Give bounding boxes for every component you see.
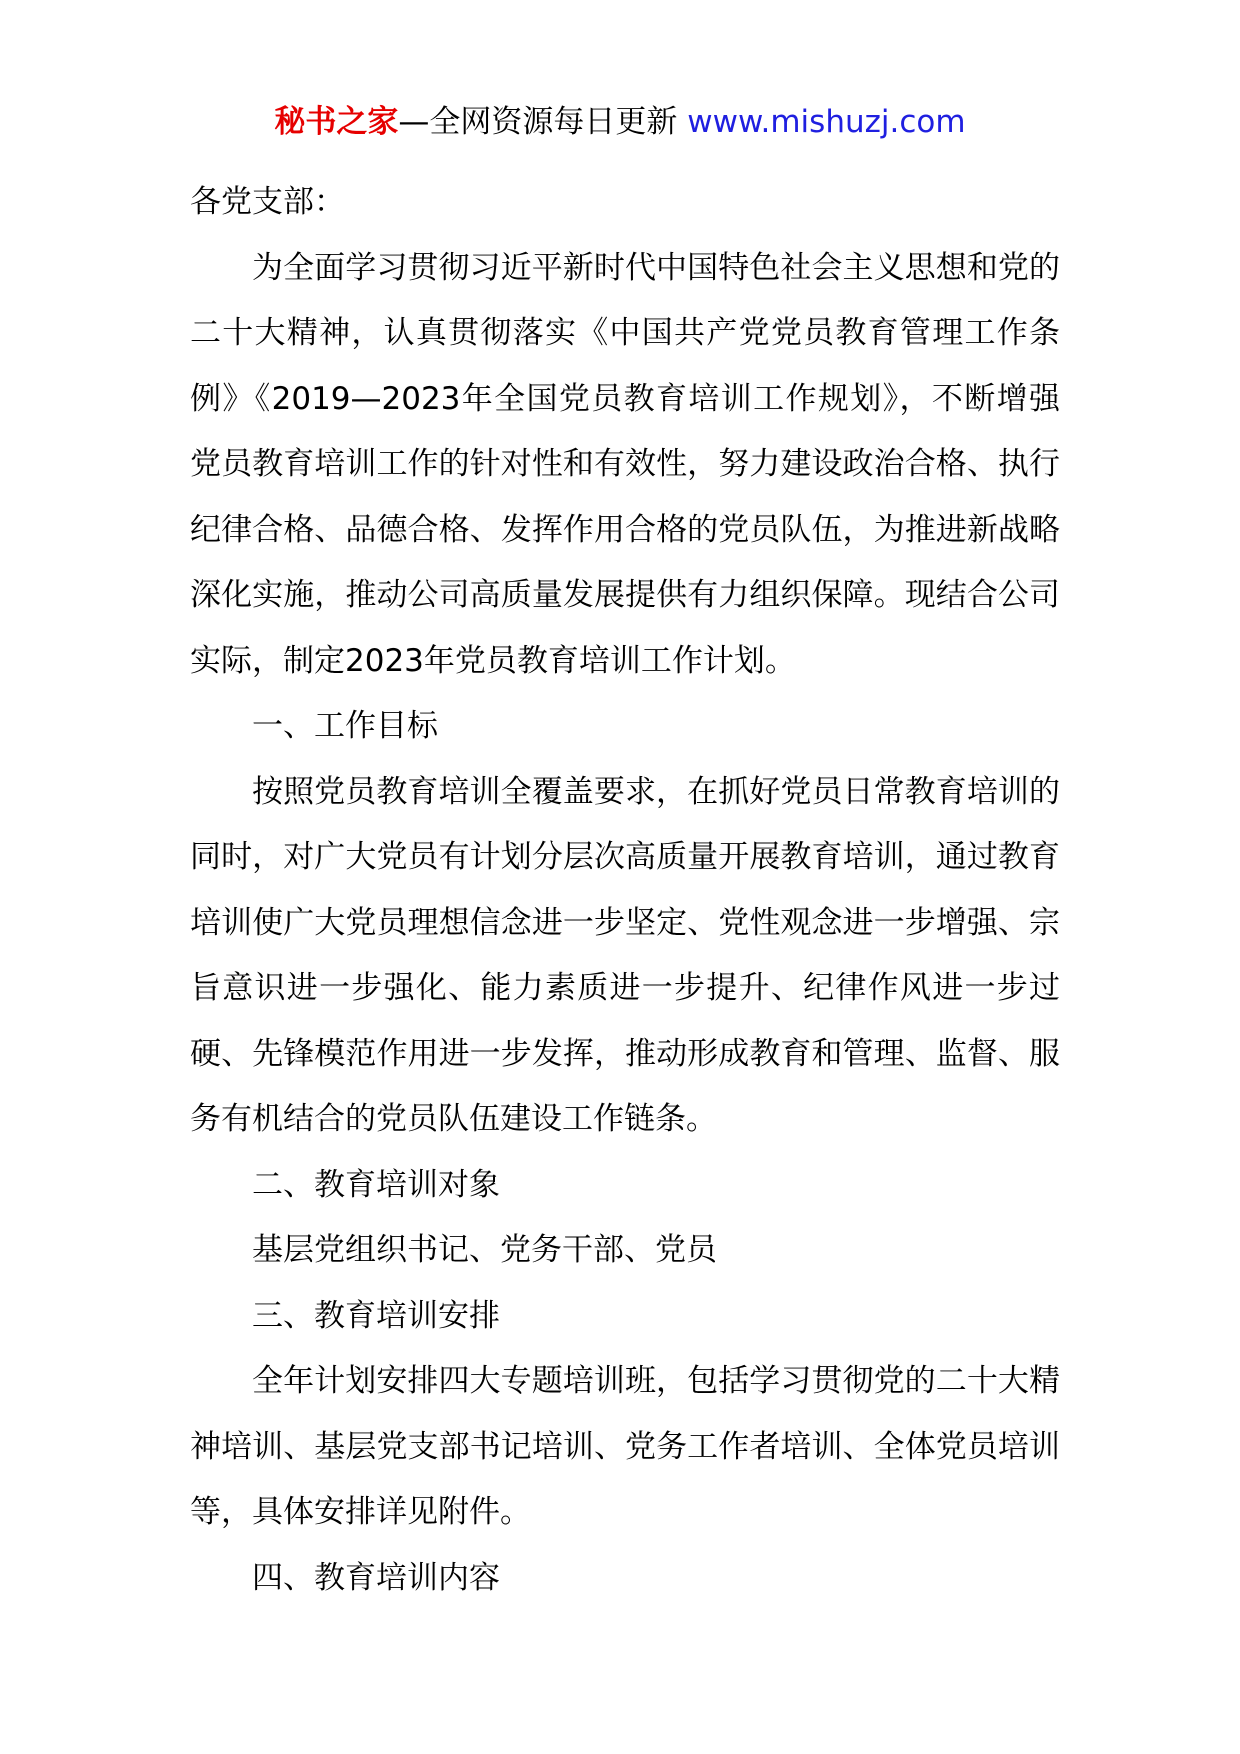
goals-paragraph: 按照党员教育培训全覆盖要求，在抓好党员日常教育培训的同时，对广大党员有计划分层次高质量开展教育培训，通过教育培训使广大党员理想信念进一步坚定、党性观念进一步增强、宗旨意识进一步强化、能力素质进一步提升、纪律作风进一步过硬、先锋模范作用进一步发挥，推动形成教育和管理、监督、服务有机结合的党员队伍建设工作链条。 [190, 773, 1060, 1137]
section-heading-content: 四、教育培训内容 [252, 1559, 500, 1596]
site-url-link[interactable]: www.mishuzj.com [687, 104, 966, 140]
site-header [0, 100, 1240, 144]
section-heading-targets: 二、教育培训对象 [252, 1166, 500, 1203]
section-heading-goals: 一、工作目标 [252, 708, 438, 744]
intro-paragraph: 为全面学习贯彻习近平新时代中国特色社会主义思想和党的二十大精神，认真贯彻落实《中国共产党党员教育管理工作条例》《2019—2023年全国党员教育培训工作规划》，不断增强党员教育培训工作的针对性和有效性，努力建设政治合格、执行纪律合格、品德合格、发挥作用合格的党员队伍，为推进新战略深化实施，推动公司高质量发展提供有力组织保障。现结合公司实际，制定2023年党员教育培训工作计划。 [190, 249, 1060, 679]
site-tagline: —全网资源每日更新 [398, 104, 678, 140]
document-body [190, 170, 1060, 1611]
targets-paragraph: 基层党组织书记、党务干部、党员 [252, 1232, 717, 1268]
salutation: 各党支部： [190, 184, 345, 220]
site-brand: 秘书之家 [274, 104, 399, 140]
arrangement-paragraph: 全年计划安排四大专题培训班，包括学习贯彻党的二十大精神培训、基层党支部书记培训、党务工作者培训、全体党员培训等，具体安排详见附件。 [190, 1363, 1060, 1530]
section-heading-arrangement: 三、教育培训安排 [252, 1297, 500, 1334]
